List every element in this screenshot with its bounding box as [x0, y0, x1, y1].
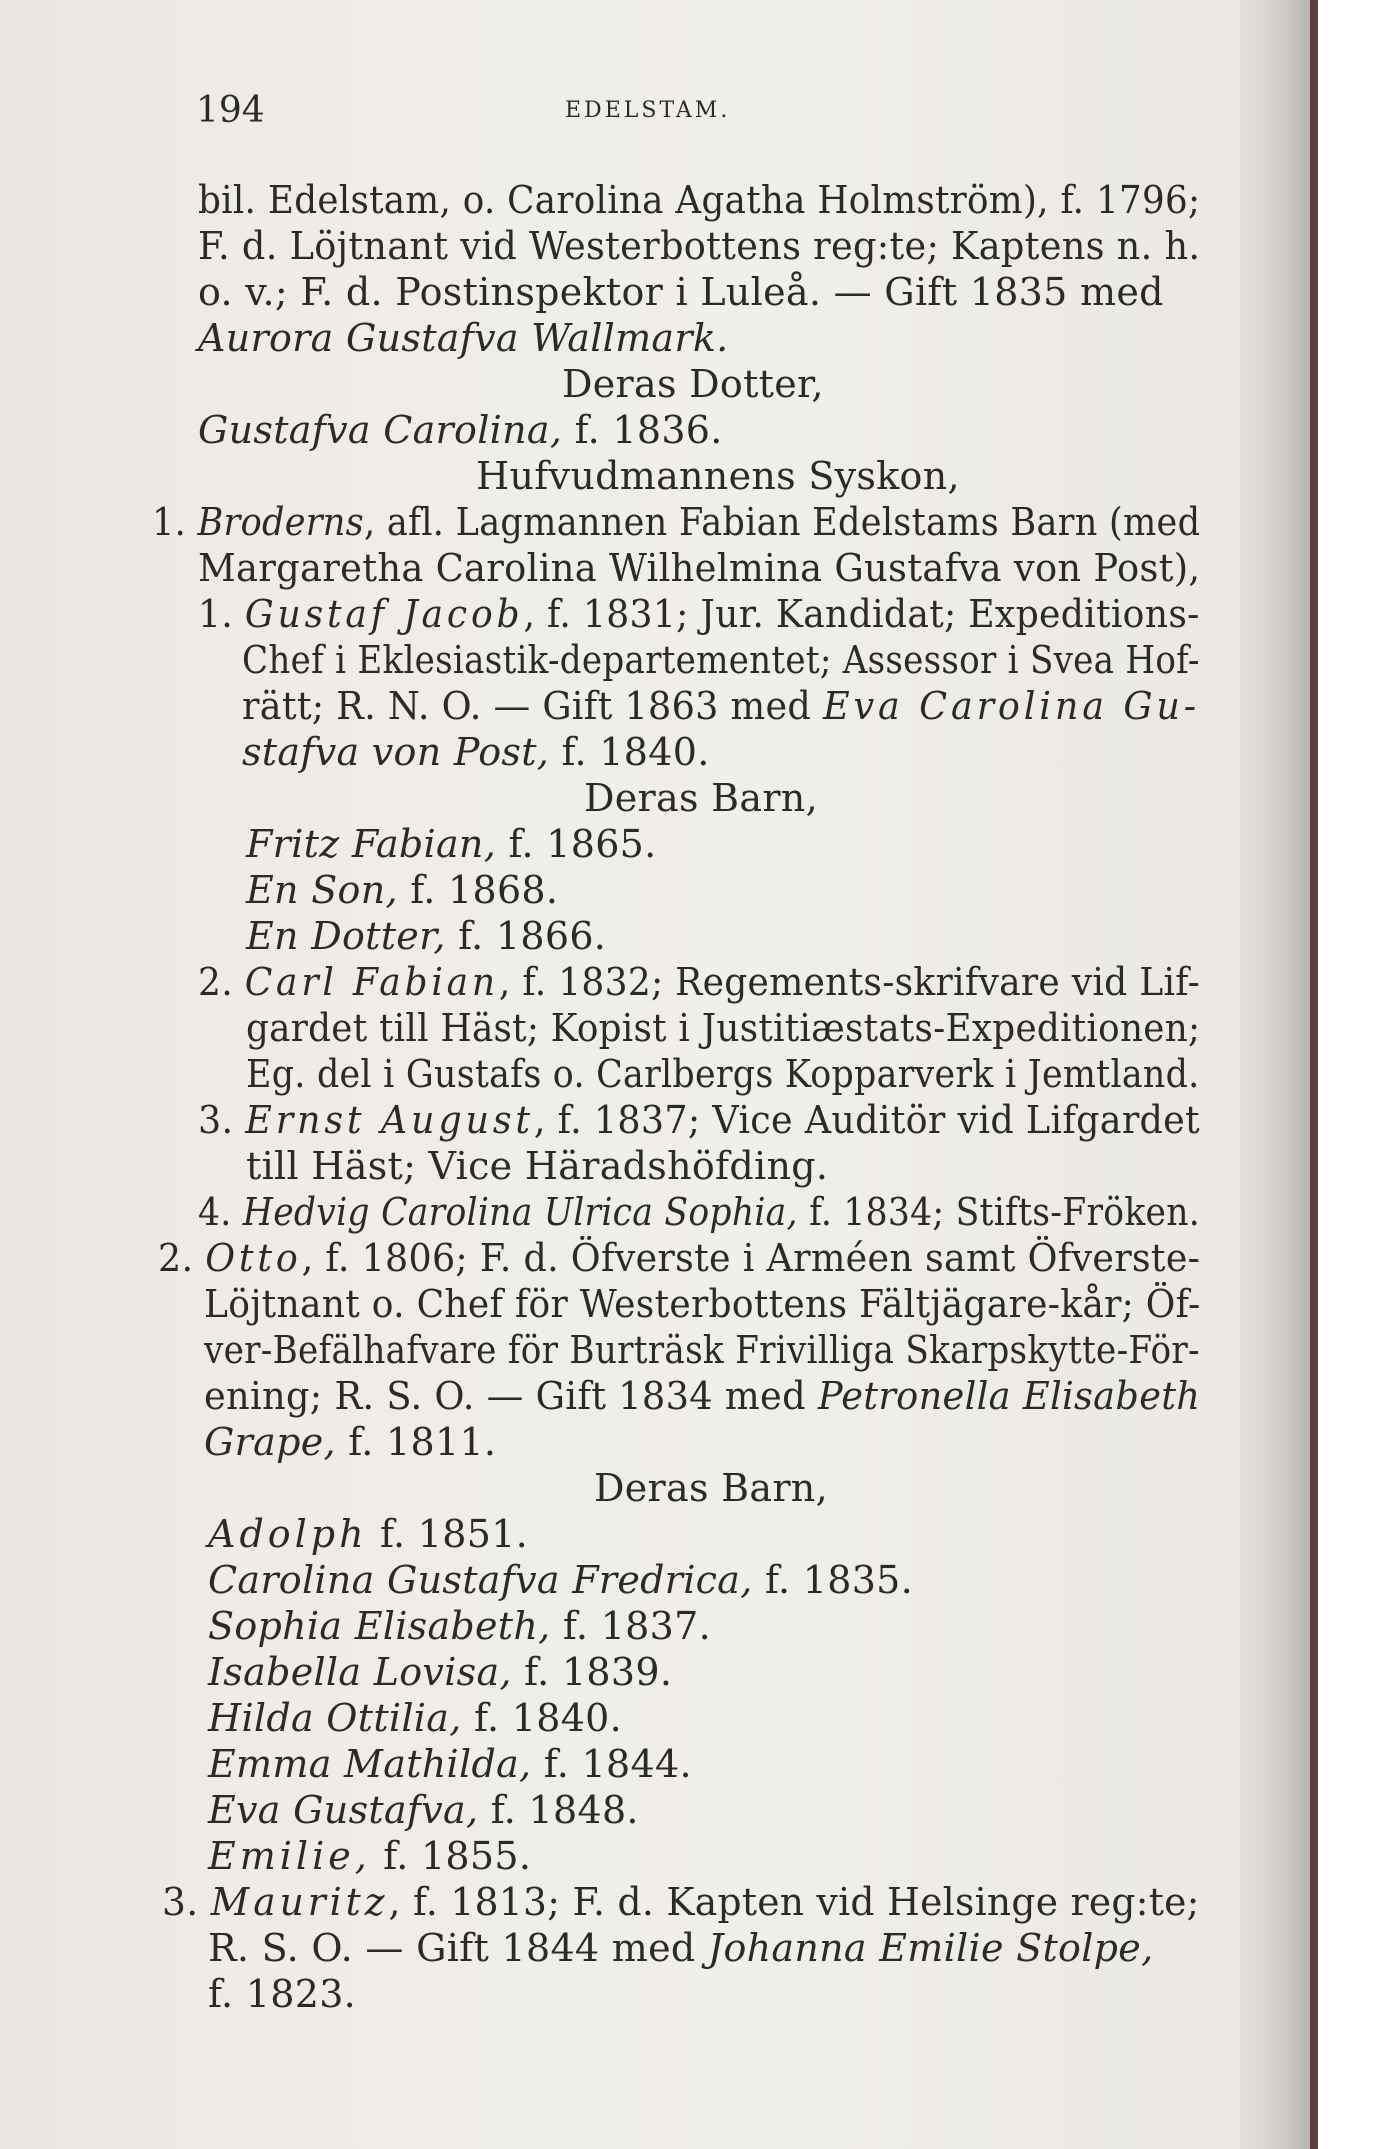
birth-year: f. 1865. — [496, 822, 657, 866]
text-line — [198, 592, 1200, 636]
running-head: EDELSTAM. — [565, 98, 731, 123]
section-heading: Deras Barn, — [594, 1466, 828, 1510]
person-name: Isabella Lovisa, — [208, 1650, 512, 1694]
text-line — [208, 1926, 1153, 1970]
person-name: Eva Gustafva, — [208, 1788, 479, 1832]
person-name: Adolph — [208, 1512, 368, 1556]
birth-year: f. 1848. — [478, 1788, 639, 1832]
text-line: Eg. del i Gustafs o. Carlbergs Kopparverk i Jemtland. — [246, 1052, 1200, 1096]
text-run: , f. 1832; Regements-skrifvare vid Lif- — [498, 960, 1201, 1004]
birth-year: f. 1844. — [531, 1742, 692, 1786]
text-line — [208, 1742, 692, 1786]
text-line — [204, 1420, 496, 1464]
person-name: stafva von Post, — [242, 730, 550, 774]
text-line — [198, 1098, 1200, 1142]
text-line: Aurora Gustafva Wallmark. — [198, 316, 729, 360]
list-number: 3. — [162, 1880, 211, 1924]
person-name: En Son, — [246, 868, 398, 912]
birth-year: f. 1839. — [511, 1650, 673, 1694]
person-name: Petronella Elisabeth — [817, 1374, 1201, 1418]
text-run: , f. 1813; F. d. Kapten vid Helsinge reg:te; — [388, 1880, 1200, 1924]
person-name: Gustafva Carolina, — [198, 408, 563, 452]
text-line — [198, 408, 723, 452]
list-number: 4. — [198, 1190, 243, 1234]
text-run: rätt; R. N. O. — Gift 1863 med — [242, 684, 824, 728]
birth-year: f. 1840. — [461, 1696, 623, 1740]
text-line — [246, 914, 606, 958]
text-run: , f. 1837; Vice Auditör vid Lifgardet — [533, 1098, 1201, 1142]
text-line — [152, 500, 1200, 544]
text-line: o. v.; F. d. Postinspektor i Luleå. — Gift 1835 med — [198, 270, 1164, 314]
birth-year: f. 1835. — [752, 1558, 914, 1602]
text-line — [162, 1880, 1200, 1924]
birth-year: f. 1851. — [367, 1512, 529, 1556]
text-line — [198, 1190, 1200, 1234]
section-heading: Hufvudmannens Syskon, — [476, 454, 960, 498]
text-line — [242, 730, 710, 774]
text-line — [242, 684, 1200, 728]
text-run: , f. 1831; Jur. Kandidat; Expeditions- — [523, 592, 1200, 636]
person-name: Carolina Gustafva Fredrica, — [208, 1558, 753, 1602]
text-line: gardet till Häst; Kopist i Justitiæstats-Expeditionen; — [246, 1006, 1201, 1050]
birth-year: f. 1837. — [550, 1604, 711, 1648]
text-run: , afl. Lagmannen Fabian Edelstams Barn (med — [363, 500, 1201, 544]
page-number: 194 — [196, 90, 265, 131]
text-line — [208, 1558, 913, 1602]
text-line — [208, 1650, 672, 1694]
text-line: F. d. Löjtnant vid Westerbottens reg:te; Kaptens n. h. — [198, 224, 1201, 268]
birth-year: f. 1855. — [370, 1834, 532, 1878]
text-run: , f. 1806; F. d. Öfverste i Arméen samt Öfverste- — [301, 1236, 1201, 1280]
birth-year: f. 1811. — [335, 1420, 497, 1464]
person-name: Sophia Elisabeth, — [208, 1604, 551, 1648]
list-number: 1. — [198, 592, 245, 636]
person-name: Carl Fabian — [244, 960, 499, 1004]
person-name: Grape, — [204, 1420, 336, 1464]
person-name: Emma Mathilda, — [208, 1742, 532, 1786]
text-line — [198, 960, 1200, 1004]
text-line: Löjtnant o. Chef för Westerbottens Fältjägare-kår; Öf- — [204, 1282, 1201, 1326]
person-name: Gustaf Jacob — [244, 592, 524, 636]
person-name: En Dotter, — [246, 914, 446, 958]
person-name: Johanna Emilie Stolpe, — [707, 1926, 1154, 1970]
text-line — [246, 822, 657, 866]
person-name: Eva Carolina Gu- — [823, 684, 1200, 728]
person-name: Hedvig Carolina Ulrica Sophia, — [242, 1190, 798, 1234]
text-line — [158, 1236, 1200, 1280]
text-line: Chef i Eklesiastik-departementet; Assessor i Svea Hof- — [242, 638, 1200, 682]
text-run: f. 1834; Stifts-Fröken. — [797, 1190, 1201, 1234]
person-name: Hilda Ottilia, — [208, 1696, 462, 1740]
text-line — [208, 1696, 622, 1740]
text-run: ening; R. S. O. — Gift 1834 med — [204, 1374, 818, 1418]
list-number: 1. — [152, 500, 198, 544]
page-edge-shadow — [1240, 0, 1310, 2149]
list-number: 3. — [198, 1098, 246, 1142]
text-line — [208, 1512, 528, 1556]
list-number: 2. — [158, 1236, 206, 1280]
birth-year: f. 1868. — [397, 868, 559, 912]
text-run: R. S. O. — Gift 1844 med — [208, 1926, 708, 1970]
birth-year: f. 1836. — [562, 408, 723, 452]
text-line: ver-Befälhafvare för Burträsk Frivilliga Skarpskytte-För- — [204, 1328, 1200, 1372]
person-name: Ernst August — [245, 1098, 534, 1142]
person-name: Mauritz — [210, 1880, 389, 1924]
birth-year: f. 1866. — [445, 914, 607, 958]
text-line — [246, 868, 558, 912]
text-line — [208, 1604, 711, 1648]
text-line — [208, 1834, 531, 1878]
person-name: Broderns — [197, 500, 364, 544]
scan-margin — [1318, 0, 1377, 2149]
section-heading: Deras Barn, — [584, 776, 818, 820]
list-number: 2. — [198, 960, 245, 1004]
birth-year: f. 1840. — [549, 730, 710, 774]
section-heading: Deras Dotter, — [562, 362, 824, 406]
text-line: bil. Edelstam, o. Carolina Agatha Holmström), f. 1796; — [198, 178, 1201, 222]
person-name: Fritz Fabian, — [246, 822, 497, 866]
person-name: Otto — [205, 1236, 302, 1280]
text-line — [204, 1374, 1200, 1418]
person-name: Emilie, — [208, 1834, 371, 1878]
text-line: f. 1823. — [208, 1972, 357, 2016]
text-line — [208, 1788, 639, 1832]
text-line: Margaretha Carolina Wilhelmina Gustafva von Post), — [198, 546, 1201, 590]
text-line: till Häst; Vice Häradshöfding. — [246, 1144, 829, 1188]
binding-strip — [1310, 0, 1318, 2149]
